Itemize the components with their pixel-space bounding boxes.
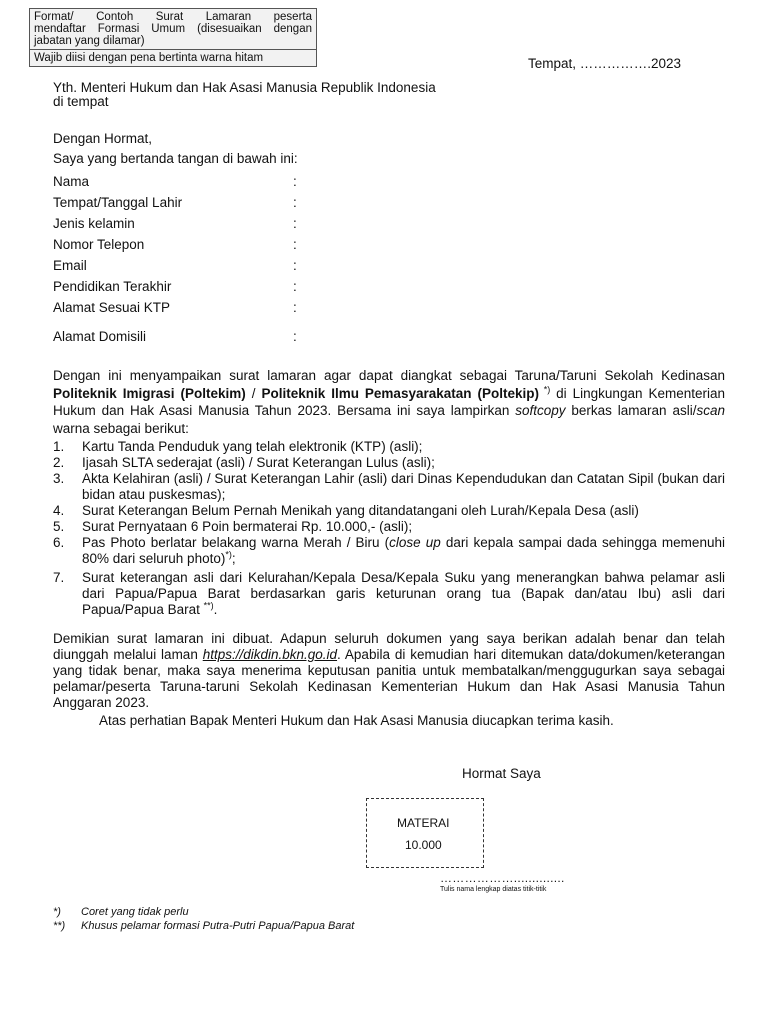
field-label: Alamat Domisili bbox=[53, 329, 147, 344]
poltekim-name: Politeknik Imigrasi (Poltekim) bbox=[53, 385, 246, 401]
field-tempat-tanggal-lahir bbox=[53, 195, 297, 210]
field-colon: : bbox=[293, 174, 297, 189]
field-label: Jenis kelamin bbox=[53, 216, 135, 231]
list-item: 3. Akta Kelahiran (asli) / Surat Keterangan Lahir (asli) dari Dinas Kependudukan dan Catatan Sipil (bukan dari bidan atau puskesmas); bbox=[53, 471, 725, 502]
field-colon: : bbox=[293, 216, 297, 231]
field-label: Nomor Telepon bbox=[53, 237, 145, 252]
list-item: 2. Ijasah SLTA sederajat (asli) / Surat Keterangan Lulus (asli); bbox=[53, 455, 435, 470]
closing-line: Atas perhatian Bapak Menteri Hukum dan Hak Asasi Manusia diucapkan terima kasih. bbox=[99, 713, 614, 728]
list-item: 4. Surat Keterangan Belum Pernah Menikah yang ditandatangani oleh Lurah/Kepala Desa (asli) bbox=[53, 503, 639, 518]
regards: Hormat Saya bbox=[462, 766, 541, 781]
format-note-line-2: mendaftar Formasi Umum (disesuaikan dengan jabatan yang dilamar) bbox=[34, 23, 312, 47]
format-note-line-1: Format/ Contoh Surat Lamaran peserta bbox=[34, 11, 312, 23]
field-pendidikan-terakhir bbox=[53, 279, 297, 294]
declaration-paragraph: Demikian surat lamaran ini dibuat. Adapun seluruh dokumen yang saya berikan adalah benar dan telah diunggah melalui laman https://dikdin.bkn.go.id. Apabila di kemudian hari ditemukan data/dokumen/keterangan yang tidak benar, maka saya menerima keputusan panitia untuk membatalkan/menggugurkan saya sebagai pelamar/peserta Taruna-taruni Sekolah Kedinasan Kementerian Hukum dan Hak Asasi Manusia Tahun Anggaran 2023. bbox=[53, 631, 725, 710]
recipient-line: Yth. Menteri Hukum dan Hak Asasi Manusia Republik Indonesia bbox=[53, 80, 436, 95]
field-label: Tempat/Tanggal Lahir bbox=[53, 195, 183, 210]
field-email bbox=[53, 258, 297, 273]
list-item: 6. Pas Photo berlatar belakang warna Merah / Biru (close up dari kepala sampai dada sehingga memenuhi 80% dari seluruh photo)*); bbox=[53, 535, 725, 566]
field-colon: : bbox=[293, 258, 297, 273]
signature-name-line: ……………….............. bbox=[440, 871, 565, 885]
list-item: 7. Surat keterangan asli dari Kelurahan/Kepala Desa/Kepala Suku yang menerangkan bahwa pelamar asli dari Papua/Papua Barat berdasarkan garis keturunan orang tua (Bapak dan/atau Ibu) asli dari Papua/Papua Barat **). bbox=[53, 570, 725, 617]
field-label: Nama bbox=[53, 174, 90, 189]
field-label: Alamat Sesuai KTP bbox=[53, 300, 171, 315]
application-paragraph: Dengan ini menyampaikan surat lamaran agar dapat diangkat sebagai Taruna/Taruni Sekolah Kedinasan Politeknik Imigrasi (Poltekim) / Politeknik Ilmu Pemasyarakatan (Poltekip) *) di Lingkungan Kementerian Hukum dan Hak Asasi Manusia Tahun 2023. Bersama ini saya lampirkan softcopy berkas lamaran asli/scan warna sebagai berikut: bbox=[53, 368, 725, 436]
field-label: Email bbox=[53, 258, 87, 273]
poltekip-name: Politeknik Ilmu Pemasyarakatan (Poltekip) bbox=[261, 385, 539, 401]
field-alamat-domisili bbox=[53, 329, 297, 344]
field-colon: : bbox=[293, 329, 297, 344]
materai-stamp-box bbox=[366, 798, 484, 868]
field-colon: : bbox=[293, 279, 297, 294]
field-jenis-kelamin bbox=[53, 216, 297, 231]
greeting: Dengan Hormat, bbox=[53, 131, 153, 146]
intro-line: Saya yang bertanda tangan di bawah ini: bbox=[53, 151, 298, 166]
materai-value: 10.000 bbox=[405, 838, 442, 852]
recipient-location: di tempat bbox=[53, 94, 109, 109]
format-note-box bbox=[29, 8, 317, 67]
format-note-line-3: Wajib diisi dengan pena bertinta warna hitam bbox=[30, 49, 316, 66]
field-colon: : bbox=[293, 300, 297, 315]
signature-hint: Tulis nama lengkap diatas titik-titik bbox=[440, 886, 547, 893]
footnote-2: **) Khusus pelamar formasi Putra-Putri Papua/Papua Barat bbox=[53, 920, 355, 932]
field-alamat-ktp bbox=[53, 300, 297, 315]
field-nomor-telepon bbox=[53, 237, 297, 252]
field-label: Pendidikan Terakhir bbox=[53, 279, 172, 294]
field-colon: : bbox=[293, 237, 297, 252]
dikdin-link[interactable]: https://dikdin.bkn.go.id bbox=[202, 647, 338, 662]
footnote-1: *) Coret yang tidak perlu bbox=[53, 906, 189, 918]
footnote-ref: *) bbox=[538, 384, 551, 394]
field-colon: : bbox=[293, 195, 297, 210]
list-item: 1. Kartu Tanda Penduduk yang telah elektronik (KTP) (asli); bbox=[53, 439, 423, 454]
materai-label: MATERAI bbox=[397, 816, 450, 830]
place-date: Tempat, …………….2023 bbox=[528, 56, 682, 71]
attachment-list bbox=[53, 439, 725, 618]
list-item: 5. Surat Pernyataan 6 Poin bermaterai Rp. 10.000,- (asli); bbox=[53, 519, 413, 534]
field-nama bbox=[53, 174, 297, 189]
